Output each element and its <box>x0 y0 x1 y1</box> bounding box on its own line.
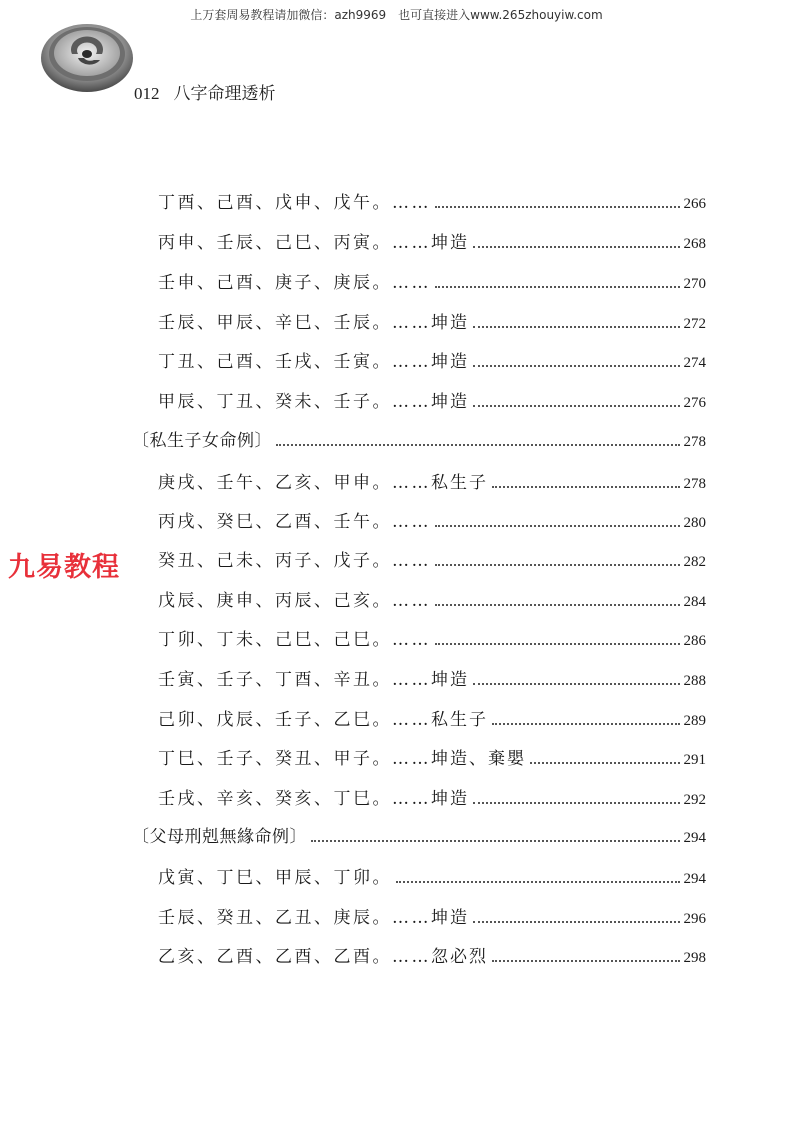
toc-entry-text: 壬辰、癸丑、乙丑、庚辰。…… <box>158 908 431 928</box>
dot-leader <box>435 604 680 606</box>
dot-leader <box>492 486 680 488</box>
toc-entry-note: 坤造 <box>431 789 469 809</box>
toc-entry-note: 坤造 <box>431 670 469 690</box>
toc-page-number: 276 <box>683 395 706 411</box>
toc-entry-text: 丁巳、壬子、癸丑、甲子。…… <box>158 749 431 769</box>
toc-page-number: 282 <box>683 554 706 570</box>
dot-leader <box>396 881 680 883</box>
toc-entry-note: 坤造 <box>431 392 469 412</box>
dot-leader <box>473 405 680 407</box>
toc-page-number: 274 <box>683 355 706 371</box>
toc-entry-note: 坤造 <box>431 233 469 253</box>
toc-entry <box>158 903 706 928</box>
top-banner: 上万套周易教程请加微信：azh9969 也可直接进入www.265zhouyiw.com <box>190 8 603 22</box>
toc-entry-note: 坤造 <box>431 313 469 333</box>
toc-entry-text: 甲辰、丁丑、癸未、壬子。…… <box>158 392 431 412</box>
toc-entry <box>158 387 706 412</box>
toc-entry <box>158 268 706 293</box>
toc-entry-text: 〔父母刑剋無緣命例〕 <box>132 827 307 847</box>
toc-entry-text: 丁卯、丁未、己巳、己巳。…… <box>158 630 431 650</box>
dot-leader <box>492 723 680 725</box>
toc-entry-text: 丙戌、癸巳、乙酉、壬午。…… <box>158 512 431 532</box>
toc-page-number: 278 <box>683 434 706 450</box>
toc-page-number: 294 <box>683 871 706 887</box>
page-header <box>134 79 276 104</box>
dot-leader <box>311 840 680 842</box>
toc-entry-note: 坤造、棄嬰 <box>431 749 526 769</box>
watermark-text: 九易教程 <box>8 552 120 583</box>
toc-page-number: 272 <box>683 316 706 332</box>
toc-entry-text: 壬寅、壬子、丁酉、辛丑。…… <box>158 670 431 690</box>
toc-entry <box>158 468 706 493</box>
toc-section-heading <box>132 822 706 847</box>
toc-entry-text: 〔私生子女命例〕 <box>132 431 272 451</box>
toc-entry-text: 壬申、己酉、庚子、庚辰。…… <box>158 273 431 293</box>
toc-entry <box>158 546 706 571</box>
toc-page-number: 292 <box>683 792 706 808</box>
logo-icon <box>38 14 136 94</box>
toc-page-number: 278 <box>683 476 706 492</box>
dot-leader <box>492 960 680 962</box>
toc-section-heading <box>132 426 706 451</box>
toc-entry <box>158 308 706 333</box>
toc-entry-text: 壬辰、甲辰、辛巳、壬辰。…… <box>158 313 431 333</box>
toc-page-number: 286 <box>683 633 706 649</box>
toc-entry-note: 私生子 <box>431 710 488 730</box>
dot-leader <box>473 802 680 804</box>
dot-leader <box>435 286 680 288</box>
toc-entry <box>158 784 706 809</box>
toc-page-number: 266 <box>683 196 706 212</box>
dot-leader <box>473 246 680 248</box>
toc-entry-text: 戊寅、丁巳、甲辰、丁卯。 <box>158 868 392 888</box>
toc-entry-text: 乙亥、乙酉、乙酉、乙酉。…… <box>158 947 431 967</box>
dot-leader <box>530 762 680 764</box>
toc-entry-text: 丙申、壬辰、己巳、丙寅。…… <box>158 233 431 253</box>
toc-entry-note: 坤造 <box>431 908 469 928</box>
toc-page-number: 268 <box>683 236 706 252</box>
toc-entry <box>158 586 706 611</box>
toc-page-number: 291 <box>683 752 706 768</box>
dot-leader <box>435 643 680 645</box>
toc-entry <box>158 665 706 690</box>
toc-entry <box>158 942 706 967</box>
toc-entry-text: 戊辰、庚申、丙辰、己亥。…… <box>158 591 431 611</box>
toc-page-number: 284 <box>683 594 706 610</box>
dot-leader <box>473 326 680 328</box>
toc-page-number: 270 <box>683 276 706 292</box>
toc-entry-text: 壬戌、辛亥、癸亥、丁巳。…… <box>158 789 431 809</box>
dot-leader <box>276 444 680 446</box>
toc-entry <box>158 347 706 372</box>
toc-entry-note: 私生子 <box>431 473 488 493</box>
book-title: 八字命理透析 <box>173 84 276 104</box>
dot-leader <box>473 921 680 923</box>
toc-page-number: 294 <box>683 830 706 846</box>
dot-leader <box>435 206 680 208</box>
toc-page-number: 296 <box>683 911 706 927</box>
toc-page-number: 298 <box>683 950 706 966</box>
toc-entry-text: 丁酉、己酉、戊申、戊午。…… <box>158 193 431 213</box>
toc-entry <box>158 228 706 253</box>
toc-entry <box>158 507 706 532</box>
toc-entry-text: 癸丑、己未、丙子、戊子。…… <box>158 551 431 571</box>
toc-entry <box>158 625 706 650</box>
toc-page-number: 288 <box>683 673 706 689</box>
toc-entry <box>158 863 706 888</box>
dot-leader <box>435 525 680 527</box>
toc-entry <box>158 188 706 213</box>
toc-page-number: 280 <box>683 515 706 531</box>
toc-entry-note: 忽必烈 <box>431 947 488 967</box>
page-number: 012 <box>134 84 160 103</box>
toc-page-number: 289 <box>683 713 706 729</box>
dot-leader <box>473 365 680 367</box>
dot-leader <box>435 564 680 566</box>
toc-entry <box>158 744 706 769</box>
toc-entry-text: 丁丑、己酉、壬戌、壬寅。…… <box>158 352 431 372</box>
toc-entry-text: 庚戌、壬午、乙亥、甲申。…… <box>158 473 431 493</box>
toc-entry <box>158 705 706 730</box>
dot-leader <box>473 683 680 685</box>
toc-entry-text: 己卯、戊辰、壬子、乙巳。…… <box>158 710 431 730</box>
toc-entry-note: 坤造 <box>431 352 469 372</box>
